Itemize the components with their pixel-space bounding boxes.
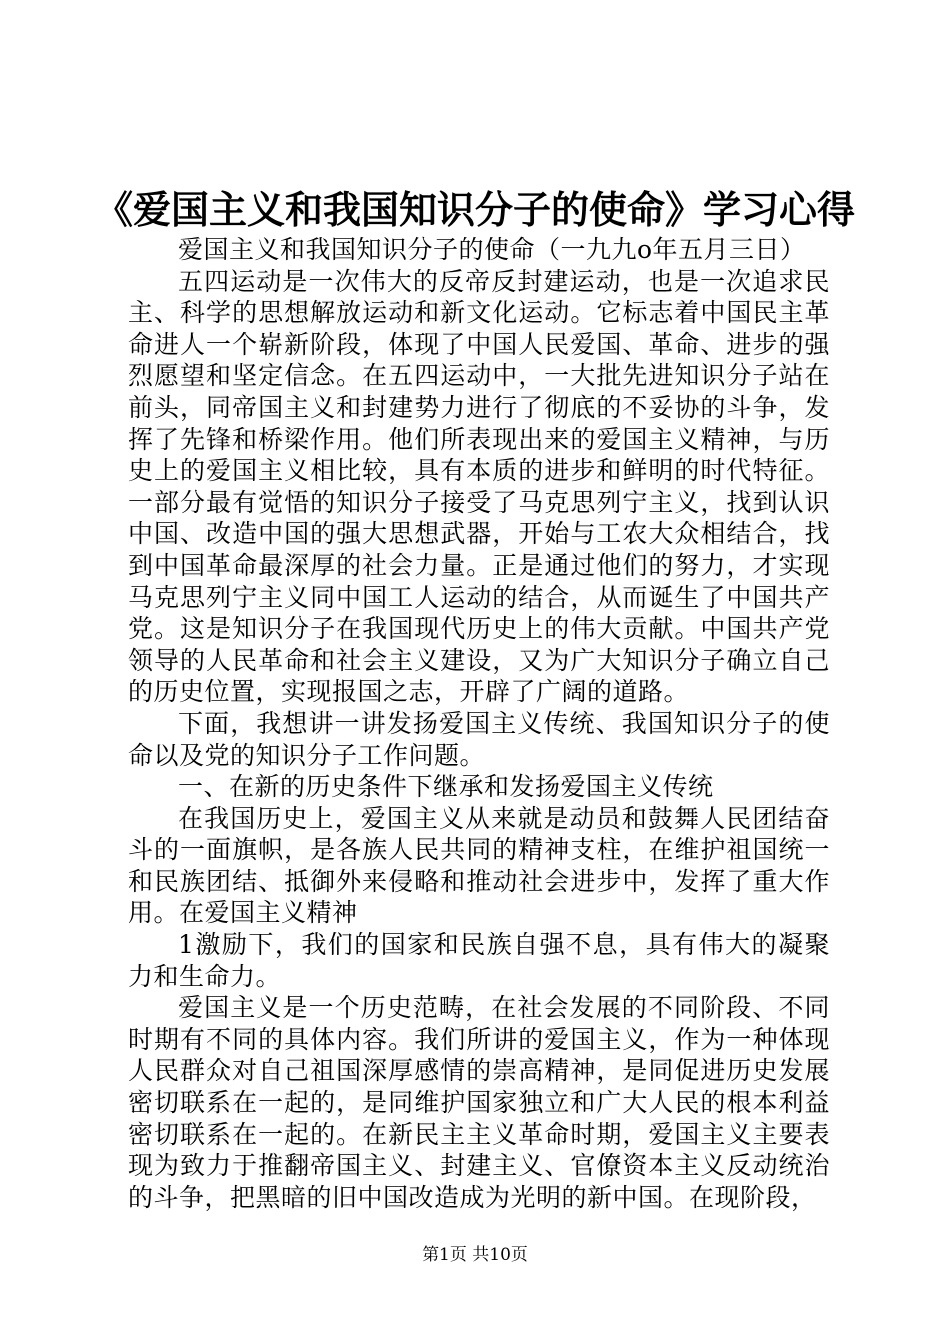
paragraph: 1激励下，我们的国家和民族自强不息，具有伟大的凝聚力和生命力。 <box>128 930 830 991</box>
document-title: 《爱国主义和我国知识分子的使命》学习心得 <box>94 187 855 232</box>
paragraph: 五四运动是一次伟大的反帝反封建运动，也是一次追求民主、科学的思想解放运动和新文化运动。它标志着中国民主革命进人一个崭新阶段，体现了中国人民爱国、革命、进步的强烈愿望和坚定信念。在五四运动中，一大批先进知识分子站在前头，同帝国主义和封建势力进行了彻底的不妥协的斗争，发挥了先锋和桥梁作用。他们所表现出来的爱国主义精神，与历史上的爱国主义相比较，具有本质的进步和鲜明的时代特征。一部分最有觉悟的知识分子接受了马克思列宁主义，找到认识中国、改造中国的强大思想武器，开始与工农大众相结合，找到中国革命最深厚的社会力量。正是通过他们的努力，才实现马克思列宁主义同中国工人运动的结合，从而诞生了中国共产党。这是知识分子在我国现代历史上的伟大贡献。中国共产党领导的人民革命和社会主义建设，又为广大知识分子确立自己的历史位置，实现报国之志，开辟了广阔的道路。 <box>128 266 830 707</box>
paragraph-subtitle: 爱国主义和我国知识分子的使命（一九九o年五月三日） <box>178 235 806 264</box>
paragraph: 在我国历史上，爱国主义从来就是动员和鼓舞人民团结奋斗的一面旗帜，是各族人民共同的精神支柱，在维护祖国统一和民族团结、抵御外来侵略和推动社会进步中，发挥了重大作用。在爱国主义精神 <box>128 803 830 928</box>
paragraph: 爱国主义是一个历史范畴，在社会发展的不同阶段、不同时期有不同的具体内容。我们所讲的爱国主义，作为一种体现人民群众对自己祖国深厚感情的崇高精神，是同促进历史发展密切联系在一起的，是同维护国家独立和广大人民的根本利益密切联系在一起的。在新民主主义革命时期，爱国主义主要表现为致力于推翻帝国主义、封建主义、官僚资本主义反动统治的斗争，把黑暗的旧中国改造成为光明的新中国。在现阶段， <box>128 993 830 1212</box>
section-heading: 一、在新的历史条件下继承和发扬爱国主义传统 <box>178 772 714 802</box>
page-footer: 第1页 共10页 <box>422 1245 528 1265</box>
paragraph: 下面，我想讲一讲发扬爱国主义传统、我国知识分子的使命以及党的知识分子工作问题。 <box>128 708 830 770</box>
document-body <box>128 234 830 1213</box>
